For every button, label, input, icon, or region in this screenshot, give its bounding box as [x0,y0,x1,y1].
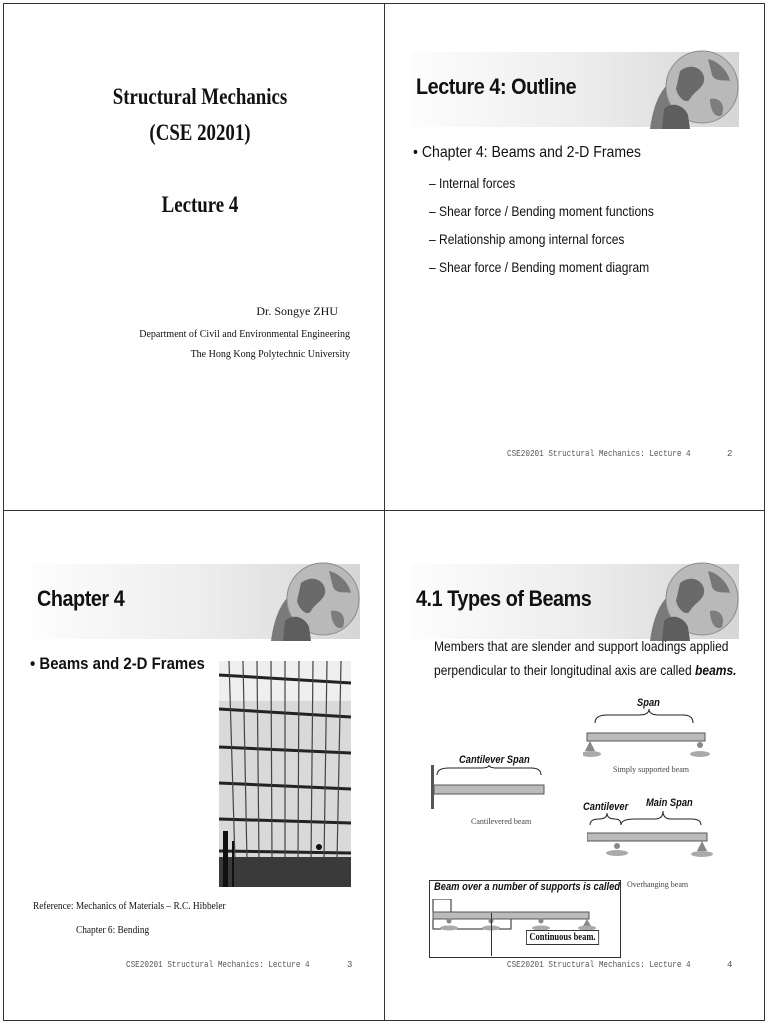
beams-emphasis: beams. [695,662,737,678]
page-number: 4 [727,960,733,970]
outline-subitem: – Shear force / Bending moment functions [429,203,654,219]
main-span-label: Main Span [646,797,693,809]
slide-1-title [3,3,385,511]
span-label: Span [637,697,660,709]
page-number: 3 [347,960,353,970]
slide-footer: CSE20201 Structural Mechanics: Lecture 4 [507,960,691,970]
multiple-supports-label: Beam over a number of supports is called [434,881,621,893]
intro-line-2 [434,662,737,678]
cantilever-diagram [431,765,549,809]
overhanging-diagram [587,811,719,863]
slide-title: Chapter 4 [37,586,125,611]
chapter-bullet: • Beams and 2-D Frames [30,654,205,673]
outline-subitem: – Relationship among internal forces [429,231,625,247]
university-name: The Hong Kong Polytechnic University [190,349,350,360]
overhanging-caption: Overhanging beam [627,880,689,889]
course-code: (CSE 20201) [149,120,251,145]
slide-header-banner [410,52,739,127]
intro-line-2-text: perpendicular to their longitudinal axis are called [434,662,696,678]
chapter-reference: Chapter 6: Bending [76,924,150,936]
chapter-bullet-text: Beams and 2-D Frames [39,654,205,673]
page-number: 2 [727,449,733,459]
cantilevered-caption: Cantilevered beam [471,817,532,826]
globe-hand-icon [644,561,739,641]
cantilever-span-label: Cantilever Span [459,754,530,766]
slide-2-outline [384,3,765,511]
cantilever-label: Cantilever [583,801,629,813]
outline-bullet: • Chapter 4: Beams and 2-D Frames [413,144,641,161]
slide-header-banner [31,564,360,639]
lecture-number: Lecture 4 [161,192,239,217]
outline-bullet-text: Chapter 4: Beams and 2-D Frames [421,144,641,161]
globe-hand-icon [644,49,739,129]
slide-4-types-of-beams [384,510,765,1021]
course-title: Structural Mechanics [112,84,288,109]
slide-footer: CSE20201 Structural Mechanics: Lecture 4 [126,960,310,970]
slide-footer: CSE20201 Structural Mechanics: Lecture 4 [507,449,691,459]
department-name: Department of Civil and Environmental Engineering [139,329,350,340]
slide-title: Lecture 4: Outline [416,74,577,99]
simply-supported-diagram [583,709,718,761]
globe-hand-icon [265,561,360,641]
author-name: Dr. Songye ZHU [256,304,338,318]
steel-frame-photo [219,661,351,887]
slide-3-chapter [3,510,385,1021]
simply-supported-caption: Simply supported beam [613,765,689,774]
reference-text: Reference: Mechanics of Materials – R.C. Hibbeler [33,900,226,912]
slide-title: 4.1 Types of Beams [416,586,592,611]
continuous-beam-label: Continuous beam. [526,930,599,945]
outline-subitem: – Internal forces [429,175,516,191]
slide-header-banner [410,564,739,639]
intro-line-1: Members that are slender and support loadings applied [434,638,729,654]
outline-subitem: – Shear force / Bending moment diagram [429,259,650,275]
